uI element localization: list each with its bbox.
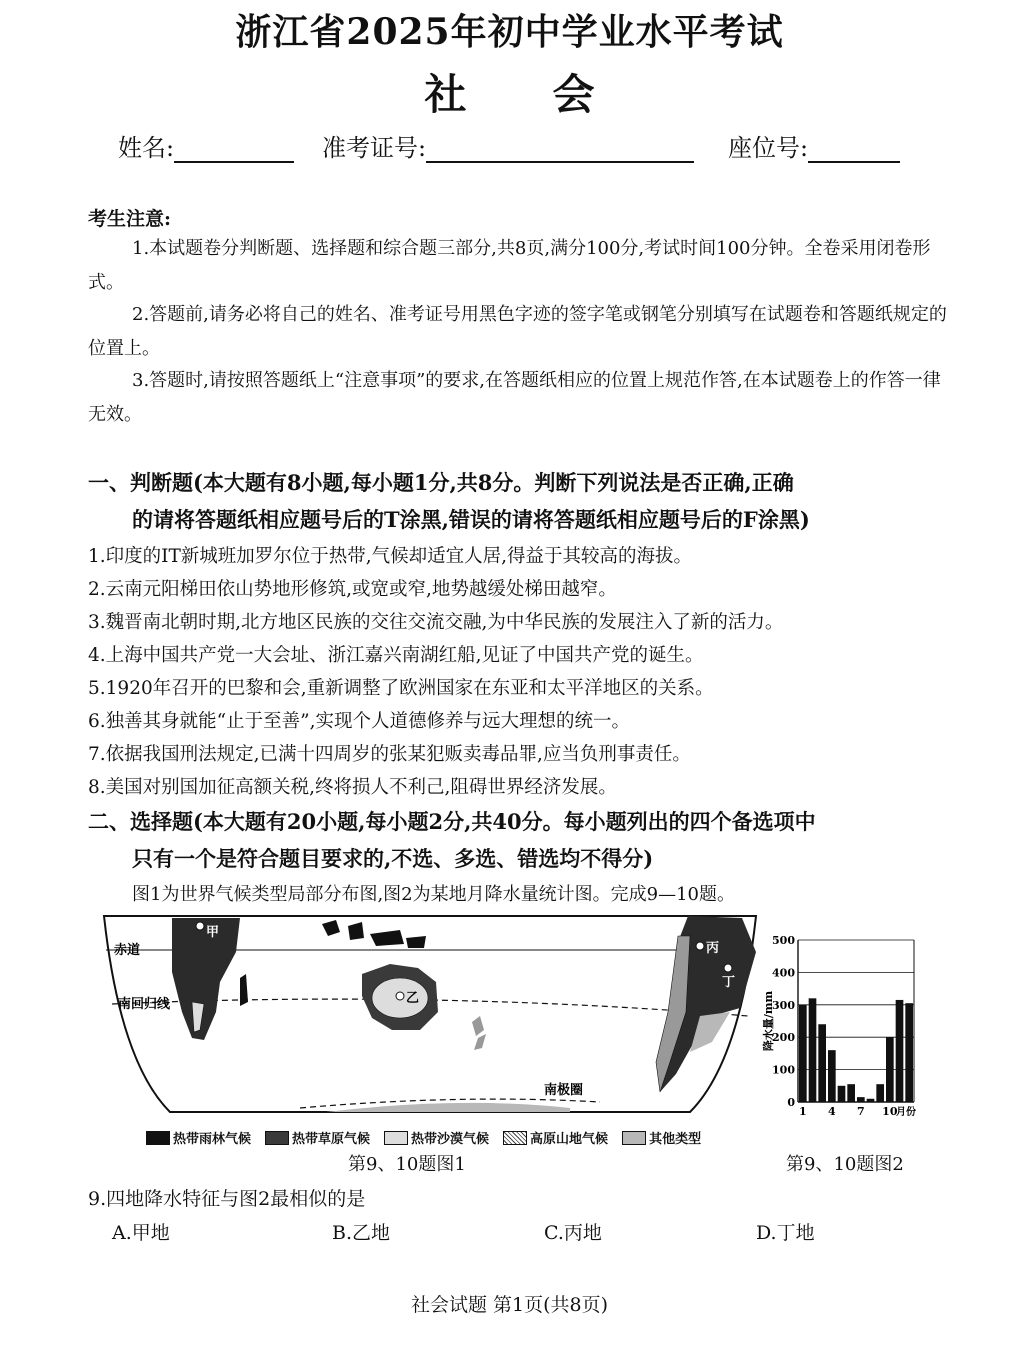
legend-label-desert: 热带沙漠气候 [411,1132,490,1147]
section2-heading [88,803,948,877]
exam-title: 浙江省2025年初中学业水平考试 [235,11,784,53]
exam-no-blank[interactable] [426,135,694,163]
legend-label-highland: 高原山地气候 [530,1132,609,1147]
judge-q1: 1.印度的IT新城班加罗尔位于热带,气候却适宜人居,得益于其较高的海拔。 [88,546,693,567]
y-tick-label: 300 [772,998,795,1012]
legend-label-savanna: 热带草原气候 [292,1132,371,1147]
figure2-caption: 第9、10题图2 [786,1154,904,1175]
point-yi-marker [396,992,404,1000]
x-tick-label: 1 [799,1105,807,1118]
legend-swatch-desert [384,1131,408,1145]
legend-item-highland [503,1128,608,1147]
legend-item-desert [384,1128,489,1147]
name-label: 姓名: [118,134,175,162]
precip-bar [828,1050,836,1102]
precip-bar [876,1084,884,1102]
option-a[interactable]: A.甲地 [112,1222,170,1244]
judge-q6: 6.独善其身就能“止于至善”,实现个人道德修养与远大理想的统一。 [88,711,630,732]
seat-blank[interactable] [808,135,900,163]
climate-map [100,912,760,1122]
y-tick-label: 400 [772,966,795,980]
name-field [118,128,294,163]
exam-no-label: 准考证号: [322,134,427,162]
point-bing-marker [696,942,704,950]
precipitation-chart [758,928,928,1123]
seat-field [728,128,900,163]
x-unit-label: 月份 [896,1107,916,1118]
section1-heading [88,464,948,538]
judge-q7: 7.依据我国刑法规定,已满十四周岁的张某犯贩卖毒品罪,应当负刑事责任。 [88,744,691,765]
legend-label-rainforest: 热带雨林气候 [173,1132,252,1147]
section1-line1: 一、判断题(本大题有8小题,每小题1分,共8分。判断下列说法是否正确,正确 [88,470,794,495]
notice-item-2: 2.答题前,请务必将自己的姓名、准考证号用黑色字迹的签字笔或钢笔分别填写在试题卷和答题纸规定的位置上。 [88,304,947,359]
figure-intro: 图1为世界气候类型局部分布图,图2为某地月降水量统计图。完成9—10题。 [132,884,735,905]
map-legend [146,1128,701,1147]
equator-label: 赤道 [114,943,141,958]
name-blank[interactable] [174,135,294,163]
precip-bar [847,1084,855,1102]
seat-label: 座位号: [728,134,809,162]
option-b[interactable]: B.乙地 [332,1222,391,1244]
y-tick-label: 0 [787,1096,795,1109]
point-jia-label: 甲 [206,925,220,940]
point-yi-label: 乙 [406,991,420,1006]
exam-no-field [322,128,694,163]
tropic-label: 南回归线 [118,997,171,1012]
legend-swatch-highland [503,1131,527,1145]
legend-item-rainforest [146,1128,251,1147]
legend-swatch-other [622,1131,646,1145]
precip-bar [809,998,817,1102]
precip-bar [905,1003,913,1102]
option-d[interactable]: D.丁地 [756,1222,815,1244]
subject-title: 社会 [424,70,681,119]
section2-line2: 只有一个是符合题目要求的,不选、多选、错选均不得分) [132,846,654,871]
x-tick-label: 7 [857,1105,865,1118]
point-bing-label: 丙 [706,941,720,956]
question9-stem: 9.四地降水特征与图2最相似的是 [88,1188,366,1210]
option-c[interactable]: C.丙地 [544,1222,602,1244]
point-ding-marker [724,964,732,972]
judge-q8: 8.美国对别国加征高额关税,终将损人不利己,阻碍世界经济发展。 [88,777,617,798]
legend-item-other [622,1128,701,1147]
precip-bar [886,1037,894,1102]
legend-label-other: 其他类型 [649,1132,702,1147]
notice-heading: 考生注意: [88,208,172,230]
judge-q2: 2.云南元阳梯田依山势地形修筑,或宽或窄,地势越缓处梯田越窄。 [88,579,617,600]
precip-bar [857,1097,865,1102]
y-axis-label: 降水量/mm [762,990,775,1052]
legend-swatch-savanna [265,1131,289,1145]
precip-bar [818,1024,826,1102]
antarctic-label: 南极圈 [544,1083,584,1098]
judge-q3: 3.魏晋南北朝时期,北方地区民族的交往交流交融,为中华民族的发展注入了新的活力。 [88,612,784,633]
page-footer: 社会试题 第1页(共8页) [410,1294,609,1316]
legend-swatch-rainforest [146,1131,170,1145]
point-jia-marker [196,922,204,930]
y-tick-label: 500 [772,934,795,947]
precip-bar [799,1005,807,1102]
x-tick-label: 10 [882,1105,898,1118]
section2-line1: 二、选择题(本大题有20小题,每小题2分,共40分。每小题列出的四个备选项中 [88,809,816,834]
precip-bar [838,1086,846,1102]
notice-item-3: 3.答题时,请按照答题纸上“注意事项”的要求,在答题纸相应的位置上规范作答,在本试题卷上的作答一律无效。 [88,370,941,425]
precip-bar [896,1000,904,1102]
y-tick-label: 100 [772,1063,795,1077]
section1-line2: 的请将答题纸相应题号后的T涂黑,错误的请将答题纸相应题号后的F涂黑) [132,507,810,532]
judge-q4: 4.上海中国共产党一大会址、浙江嘉兴南湖红船,见证了中国共产党的诞生。 [88,645,704,666]
judge-q5: 5.1920年召开的巴黎和会,重新调整了欧洲国家在东亚和太平洋地区的关系。 [88,678,714,699]
legend-item-savanna [265,1128,370,1147]
y-tick-label: 200 [772,1031,795,1045]
precip-bar [867,1099,875,1102]
notice-item-1: 1.本试题卷分判断题、选择题和综合题三部分,共8页,满分100分,考试时间100分钟。全卷采用闭卷形式。 [88,238,931,293]
point-ding-label: 丁 [722,975,736,990]
figure1-caption: 第9、10题图1 [348,1154,466,1175]
x-tick-label: 4 [828,1105,836,1118]
